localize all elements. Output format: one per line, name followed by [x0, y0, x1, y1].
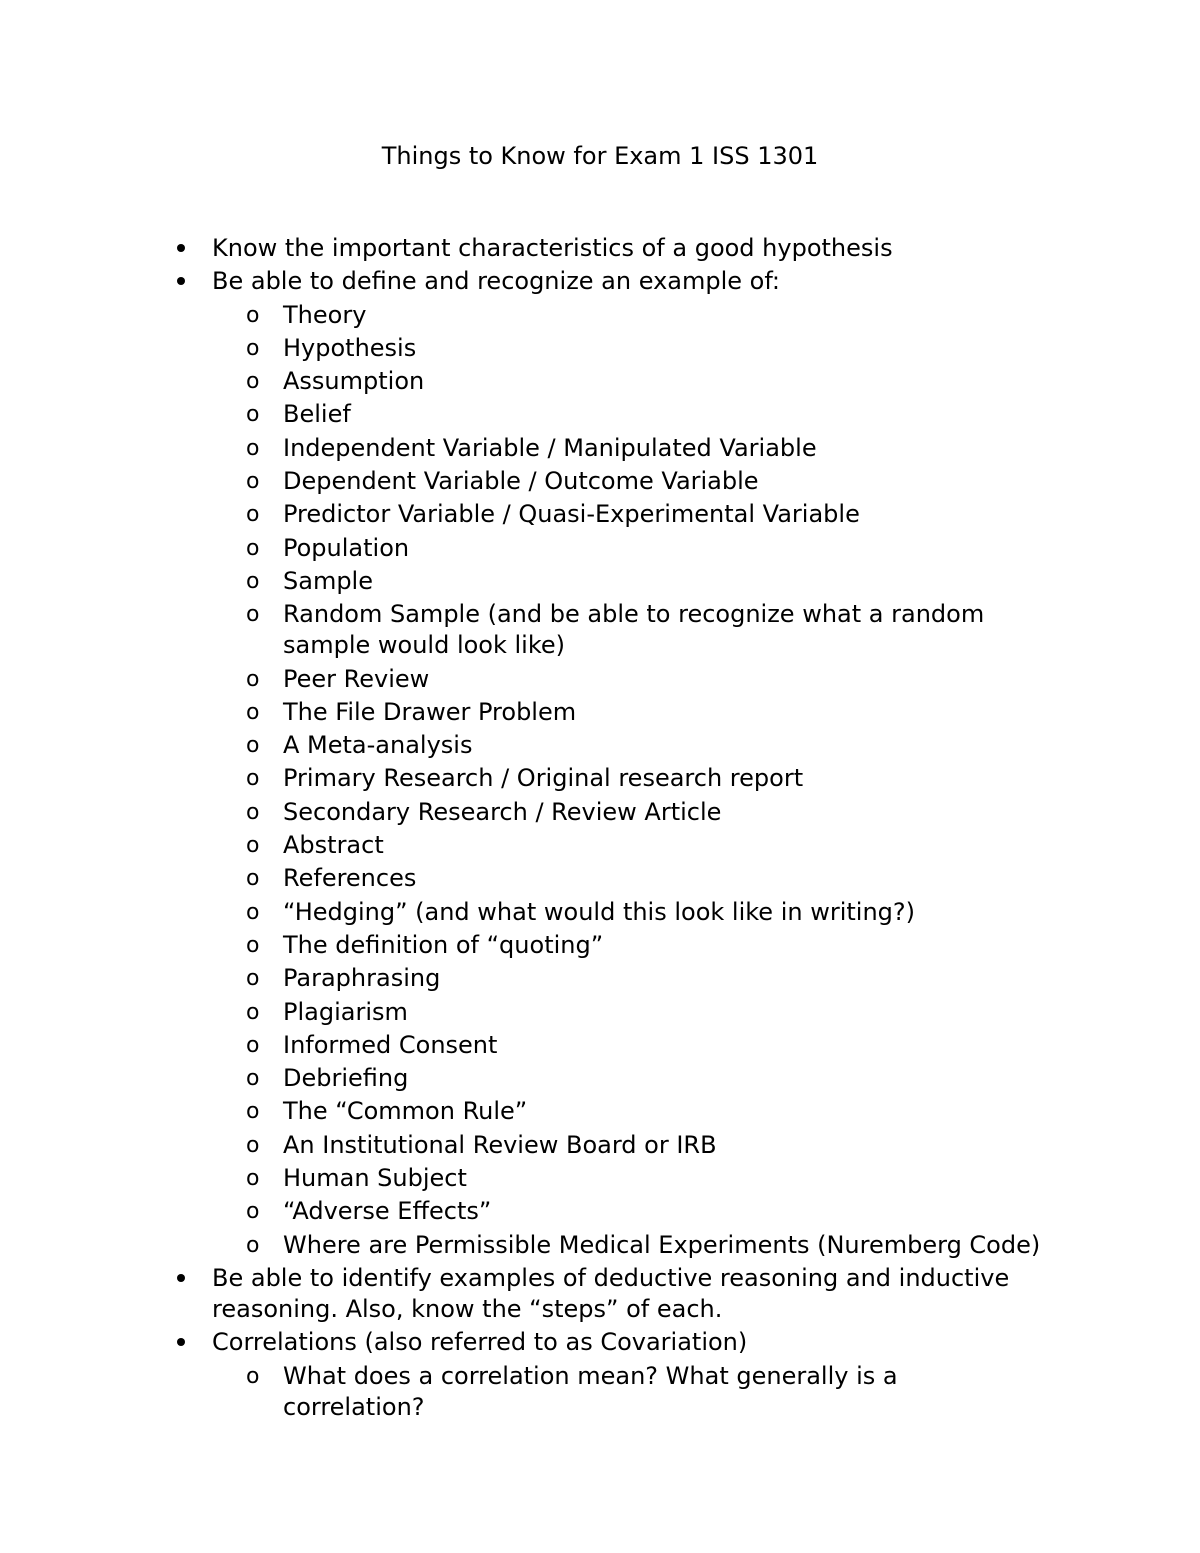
sub-list-item [0, 1163, 1043, 1194]
circle-bullet-icon: o [246, 999, 260, 1025]
sub-list-item [0, 1230, 1043, 1261]
sub-list-item [0, 797, 1043, 828]
circle-bullet-icon: o [246, 833, 260, 859]
list-item-text: Hypothesis [283, 333, 417, 362]
sub-list-item [0, 963, 1043, 994]
sub-list-item [0, 1096, 1043, 1127]
list-item-text: An Institutional Review Board or IRB [283, 1130, 717, 1159]
list-item-text: Know the important characteristics of a good hypothesis [212, 234, 893, 262]
circle-bullet-icon: o [246, 502, 260, 528]
list-item-text: Sample [283, 566, 373, 595]
circle-bullet-icon: o [246, 766, 260, 792]
list-item-text: Secondary Research / Review Article [283, 797, 722, 826]
sub-list-item [0, 863, 1043, 894]
circle-bullet-icon: o [246, 932, 260, 958]
sub-list-item [0, 300, 1043, 331]
sub-list-item [0, 433, 1043, 464]
list-item-text: Where are Permissible Medical Experiments (Nuremberg Code) [283, 1230, 1041, 1259]
circle-bullet-icon: o [246, 568, 260, 594]
list-item-text: Be able to define and recognize an example of: [212, 267, 781, 296]
sub-list-item [0, 763, 1043, 794]
sub-list-item [0, 499, 1043, 530]
circle-bullet-icon: o [246, 799, 260, 825]
circle-bullet-icon: o [246, 666, 260, 692]
sub-list-item [0, 997, 1043, 1028]
circle-bullet-icon: o [246, 1032, 260, 1058]
list-item-text: Human Subject [283, 1164, 467, 1193]
list-item [0, 1327, 1012, 1358]
circle-bullet-icon: o [246, 733, 260, 759]
sub-list-item [0, 897, 1043, 928]
list-item-text: The definition of “quoting” [283, 930, 604, 959]
list-item-text: Independent Variable / Manipulated Variable [283, 433, 817, 462]
list-item-text: Primary Research / Original research report [283, 764, 804, 793]
sub-list-item [0, 1030, 1043, 1061]
list-item-text: Paraphrasing [283, 964, 441, 993]
sub-list-item [0, 566, 1043, 597]
list-item-text: A Meta-analysis [283, 731, 473, 760]
circle-bullet-icon: o [246, 302, 260, 328]
list-item-text: Abstract [283, 831, 384, 860]
list-item [0, 233, 1012, 264]
list-item-text: The “Common Rule” [283, 1097, 528, 1126]
bullet-icon [175, 266, 187, 297]
circle-bullet-icon: o [246, 402, 260, 428]
circle-bullet-icon: o [246, 866, 260, 892]
sub-list-item [0, 399, 1043, 430]
bullet-icon [175, 1263, 187, 1294]
sub-list-item [0, 1361, 1043, 1423]
page-title: Things to Know for Exam 1 ISS 1301 [381, 142, 819, 170]
list-item-text: Random Sample (and be able to recognize what a random sample would look like) [283, 600, 985, 660]
circle-bullet-icon: o [246, 602, 260, 628]
circle-bullet-icon: o [246, 1066, 260, 1092]
sub-list-item [0, 1196, 1043, 1227]
list-item-text: References [283, 864, 417, 893]
list-item-text: Peer Review [283, 664, 430, 693]
sub-list-item [0, 333, 1043, 364]
list-item-text: Population [283, 533, 410, 562]
sub-list-item [0, 599, 1043, 661]
list-item-text: The File Drawer Problem [283, 697, 577, 726]
circle-bullet-icon: o [246, 335, 260, 361]
list-item-text: What does a correlation mean? What generally is a correlation? [283, 1361, 898, 1421]
sub-list-item [0, 1063, 1043, 1094]
list-item-text: Be able to identify examples of deductive reasoning and inductive reasoning. Also, know the “steps” of each. [212, 1263, 1010, 1323]
list-item [0, 266, 1012, 297]
sub-list-item [0, 730, 1043, 761]
circle-bullet-icon: o [246, 899, 260, 925]
sub-list-item [0, 664, 1043, 695]
list-item-text: Correlations (also referred to as Covariation) [212, 1328, 748, 1357]
outline-list [0, 233, 1200, 1425]
circle-bullet-icon: o [246, 1099, 260, 1125]
sub-list-item [0, 930, 1043, 961]
list-item-text: Informed Consent [283, 1030, 498, 1059]
circle-bullet-icon: o [246, 699, 260, 725]
circle-bullet-icon: o [246, 1166, 260, 1192]
circle-bullet-icon: o [246, 1199, 260, 1225]
list-item-text: Theory [283, 300, 367, 329]
sub-list-item [0, 697, 1043, 728]
sub-list-item [0, 1130, 1043, 1161]
list-item [0, 1263, 1012, 1325]
circle-bullet-icon: o [246, 966, 260, 992]
list-item-text: “Adverse Effects” [283, 1197, 492, 1226]
list-item-text: Assumption [283, 367, 425, 396]
circle-bullet-icon: o [246, 1132, 260, 1158]
circle-bullet-icon: o [246, 1232, 260, 1258]
bullet-icon [175, 1327, 187, 1358]
list-item-text: Plagiarism [283, 997, 408, 1026]
list-item-text: Belief [283, 400, 351, 429]
list-item-text: Predictor Variable / Quasi-Experimental Variable [283, 500, 860, 529]
circle-bullet-icon: o [246, 535, 260, 561]
circle-bullet-icon: o [246, 369, 260, 395]
circle-bullet-icon: o [246, 435, 260, 461]
sub-list-item [0, 366, 1043, 397]
sub-list-item [0, 830, 1043, 861]
sub-list-item [0, 533, 1043, 564]
list-item-text: Debriefing [283, 1064, 409, 1093]
bullet-icon [175, 233, 187, 264]
list-item-text: Dependent Variable / Outcome Variable [283, 467, 759, 496]
sub-list-item [0, 466, 1043, 497]
circle-bullet-icon: o [246, 469, 260, 495]
list-item-text: “Hedging” (and what would this look like in writing?) [283, 897, 915, 926]
circle-bullet-icon: o [246, 1363, 260, 1389]
